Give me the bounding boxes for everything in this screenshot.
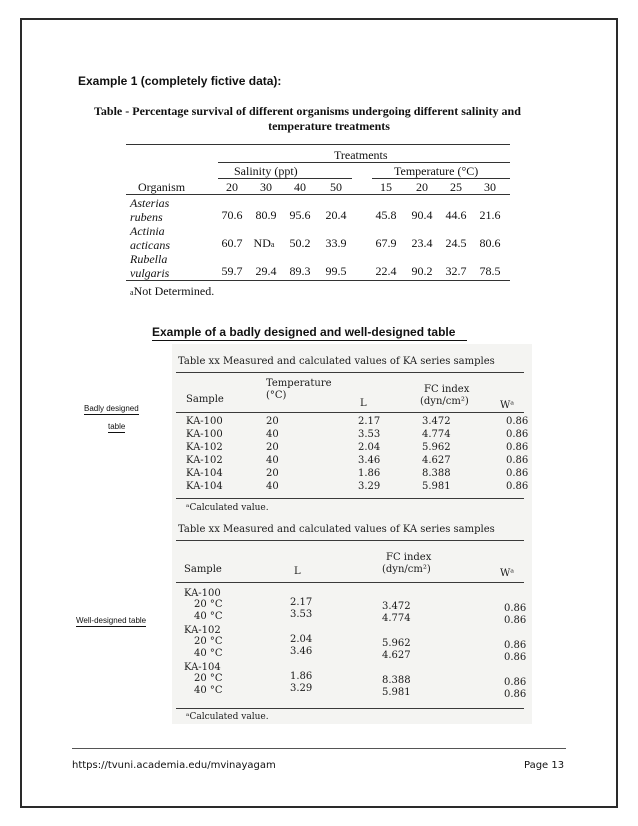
bad-cell-w: 0.86 [506, 429, 529, 440]
salinity-header: Salinity (ppt) [234, 164, 298, 178]
good-header-fc-1: FC index [386, 552, 432, 563]
good-group-name: KA-100 [184, 588, 221, 599]
good-cell-l: 3.53 [290, 609, 313, 620]
temperature-level: 20 [416, 180, 428, 194]
well-designed-label: Well-designed table [76, 616, 147, 625]
survival-value: 90.4 [411, 208, 433, 222]
good-cell-w: 0.86 [504, 640, 527, 651]
organism-name [130, 196, 169, 224]
organism-species: rubens [130, 210, 163, 224]
comparison-title: Example of a badly designed and well-designed table [152, 325, 467, 341]
good-table-header-rule [176, 582, 524, 583]
table-caption-line2: temperature treatments [268, 119, 390, 133]
organism-species: acticans [130, 238, 170, 252]
good-header-l: L [294, 566, 301, 577]
temperature-level: 30 [484, 180, 496, 194]
bad-cell-temperature: 40 [266, 455, 279, 466]
organism-genus: Rubella [130, 252, 168, 266]
good-cell-fc: 5.962 [382, 638, 411, 649]
survival-value: 23.4 [411, 236, 433, 250]
footer-rule [72, 748, 566, 749]
good-table-footnote: ᵃCalculated value. [186, 712, 269, 722]
footnote-text: Not Determined. [133, 284, 215, 298]
bad-cell-sample: KA-102 [186, 442, 223, 453]
table-caption [94, 104, 564, 134]
good-cell-temperature: 40 °C [194, 685, 223, 696]
good-cell-temperature: 40 °C [194, 611, 223, 622]
bad-header-l: L [360, 398, 367, 409]
survival-value: 90.2 [411, 264, 433, 278]
bad-cell-sample: KA-100 [186, 416, 223, 427]
header-bottom-rule [126, 194, 510, 195]
table-caption-line1: Table - Percentage survival of different organisms undergoing different salinity and [94, 104, 521, 118]
survival-value: 80.6 [479, 236, 501, 250]
nd-text: ND [253, 236, 271, 250]
bad-cell-fc: 4.774 [422, 429, 451, 440]
bad-cell-fc: 5.981 [422, 481, 451, 492]
bad-table-caption: Table xx Measured and calculated values of KA series samples [178, 356, 495, 367]
survival-value: 70.6 [221, 208, 243, 222]
bad-header-sample: Sample [186, 394, 224, 405]
good-cell-w: 0.86 [504, 677, 527, 688]
bad-cell-w: 0.86 [506, 416, 529, 427]
salinity-level: 30 [260, 180, 272, 194]
good-cell-temperature: 20 °C [194, 599, 223, 610]
bad-header-w: Wᵃ [500, 400, 515, 411]
page-number: Page 13 [524, 760, 565, 771]
bad-cell-temperature: 20 [266, 442, 279, 453]
survival-value: 21.6 [479, 208, 501, 222]
survival-value-nd [244, 236, 284, 251]
bad-cell-l: 3.46 [358, 455, 381, 466]
bad-cell-l: 3.53 [358, 429, 381, 440]
salinity-level: 20 [226, 180, 238, 194]
good-cell-fc: 3.472 [382, 601, 411, 612]
survival-value: 44.6 [445, 208, 467, 222]
bad-table-bottom-rule [176, 498, 524, 499]
good-cell-l: 1.86 [290, 671, 313, 682]
survival-value: 24.5 [445, 236, 467, 250]
salinity-rule [218, 178, 352, 179]
table-footnote [130, 284, 214, 299]
good-cell-fc: 4.774 [382, 613, 411, 624]
good-header-sample: Sample [184, 564, 222, 575]
salinity-level: 50 [330, 180, 342, 194]
badly-designed-label-2: table [108, 422, 126, 431]
bad-cell-temperature: 20 [266, 416, 279, 427]
good-cell-fc: 8.388 [382, 675, 411, 686]
bad-cell-sample: KA-100 [186, 429, 223, 440]
table-top-rule [126, 144, 510, 145]
survival-value: 60.7 [221, 236, 243, 250]
good-cell-fc: 4.627 [382, 650, 411, 661]
bad-header-fc-1: FC index [424, 384, 470, 395]
bad-table-top-rule [176, 372, 524, 373]
bad-cell-fc: 8.388 [422, 468, 451, 479]
bad-cell-l: 2.17 [358, 416, 381, 427]
good-cell-l: 3.46 [290, 646, 313, 657]
bad-table-header-rule [176, 412, 524, 413]
bad-cell-sample: KA-104 [186, 481, 223, 492]
bad-cell-l: 1.86 [358, 468, 381, 479]
badly-designed-label: Badly designed [84, 404, 139, 413]
organism-genus: Asterias [130, 196, 170, 210]
treatments-header: Treatments [334, 148, 388, 162]
bad-cell-fc: 3.472 [422, 416, 451, 427]
scanned-tables-image [172, 344, 532, 724]
organism-genus: Actinia [130, 224, 165, 238]
survival-value: 89.3 [289, 264, 311, 278]
survival-value: 67.9 [375, 236, 397, 250]
good-cell-fc: 5.981 [382, 687, 411, 698]
survival-value: 29.4 [255, 264, 277, 278]
good-group-name: KA-104 [184, 662, 221, 673]
good-cell-l: 2.04 [290, 634, 313, 645]
treatments-rule [218, 162, 510, 163]
bad-cell-sample: KA-102 [186, 455, 223, 466]
good-table-bottom-rule [176, 708, 524, 709]
survival-value: 95.6 [289, 208, 311, 222]
survival-value: 20.4 [325, 208, 347, 222]
bad-cell-l: 2.04 [358, 442, 381, 453]
bad-cell-temperature: 20 [266, 468, 279, 479]
good-cell-l: 3.29 [290, 683, 313, 694]
survival-value: 22.4 [375, 264, 397, 278]
example-heading: Example 1 (completely fictive data): [78, 74, 282, 88]
good-cell-l: 2.17 [290, 597, 313, 608]
bad-cell-w: 0.86 [506, 481, 529, 492]
survival-value: 59.7 [221, 264, 243, 278]
bad-table-footnote: ᵃCalculated value. [186, 503, 269, 513]
good-cell-temperature: 40 °C [194, 648, 223, 659]
good-cell-w: 0.86 [504, 615, 527, 626]
bad-cell-w: 0.86 [506, 442, 529, 453]
bad-cell-sample: KA-104 [186, 468, 223, 479]
organism-name [130, 224, 170, 252]
salinity-level: 40 [294, 180, 306, 194]
survival-value: 50.2 [289, 236, 311, 250]
bad-header-temperature-1: Temperature [266, 378, 332, 389]
good-header-w: Wᵃ [500, 568, 515, 579]
temperature-level: 25 [450, 180, 462, 194]
footer-url: https://tvuni.academia.edu/mvinayagam [72, 760, 276, 771]
good-cell-w: 0.86 [504, 603, 527, 614]
organism-name [130, 252, 169, 280]
bad-cell-temperature: 40 [266, 429, 279, 440]
good-table-top-rule [176, 540, 524, 541]
temperature-rule [372, 178, 510, 179]
good-group-name: KA-102 [184, 625, 221, 636]
survival-value: 33.9 [325, 236, 347, 250]
bad-cell-temperature: 40 [266, 481, 279, 492]
bad-cell-fc: 5.962 [422, 442, 451, 453]
bad-cell-w: 0.86 [506, 468, 529, 479]
survival-value: 80.9 [255, 208, 277, 222]
organism-header: Organism [138, 180, 186, 194]
good-cell-temperature: 20 °C [194, 636, 223, 647]
good-table-caption: Table xx Measured and calculated values of KA series samples [178, 524, 495, 535]
survival-value: 45.8 [375, 208, 397, 222]
survival-value: 78.5 [479, 264, 501, 278]
survival-value: 99.5 [325, 264, 347, 278]
bad-cell-w: 0.86 [506, 455, 529, 466]
bad-header-fc-2: (dyn/cm²) [420, 396, 469, 407]
nd-superscript: a [270, 240, 275, 249]
bad-header-temperature-2: (°C) [266, 390, 287, 401]
organism-species: vulgaris [130, 266, 170, 280]
good-header-fc-2: (dyn/cm²) [382, 564, 431, 575]
good-cell-temperature: 20 °C [194, 673, 223, 684]
table-bottom-rule [126, 280, 510, 281]
good-cell-w: 0.86 [504, 652, 527, 663]
footnote-marker: a [130, 288, 134, 297]
temperature-level: 15 [380, 180, 392, 194]
good-cell-w: 0.86 [504, 689, 527, 700]
bad-cell-l: 3.29 [358, 481, 381, 492]
temperature-header: Temperature (°C) [394, 164, 479, 178]
survival-value: 32.7 [445, 264, 467, 278]
bad-cell-fc: 4.627 [422, 455, 451, 466]
